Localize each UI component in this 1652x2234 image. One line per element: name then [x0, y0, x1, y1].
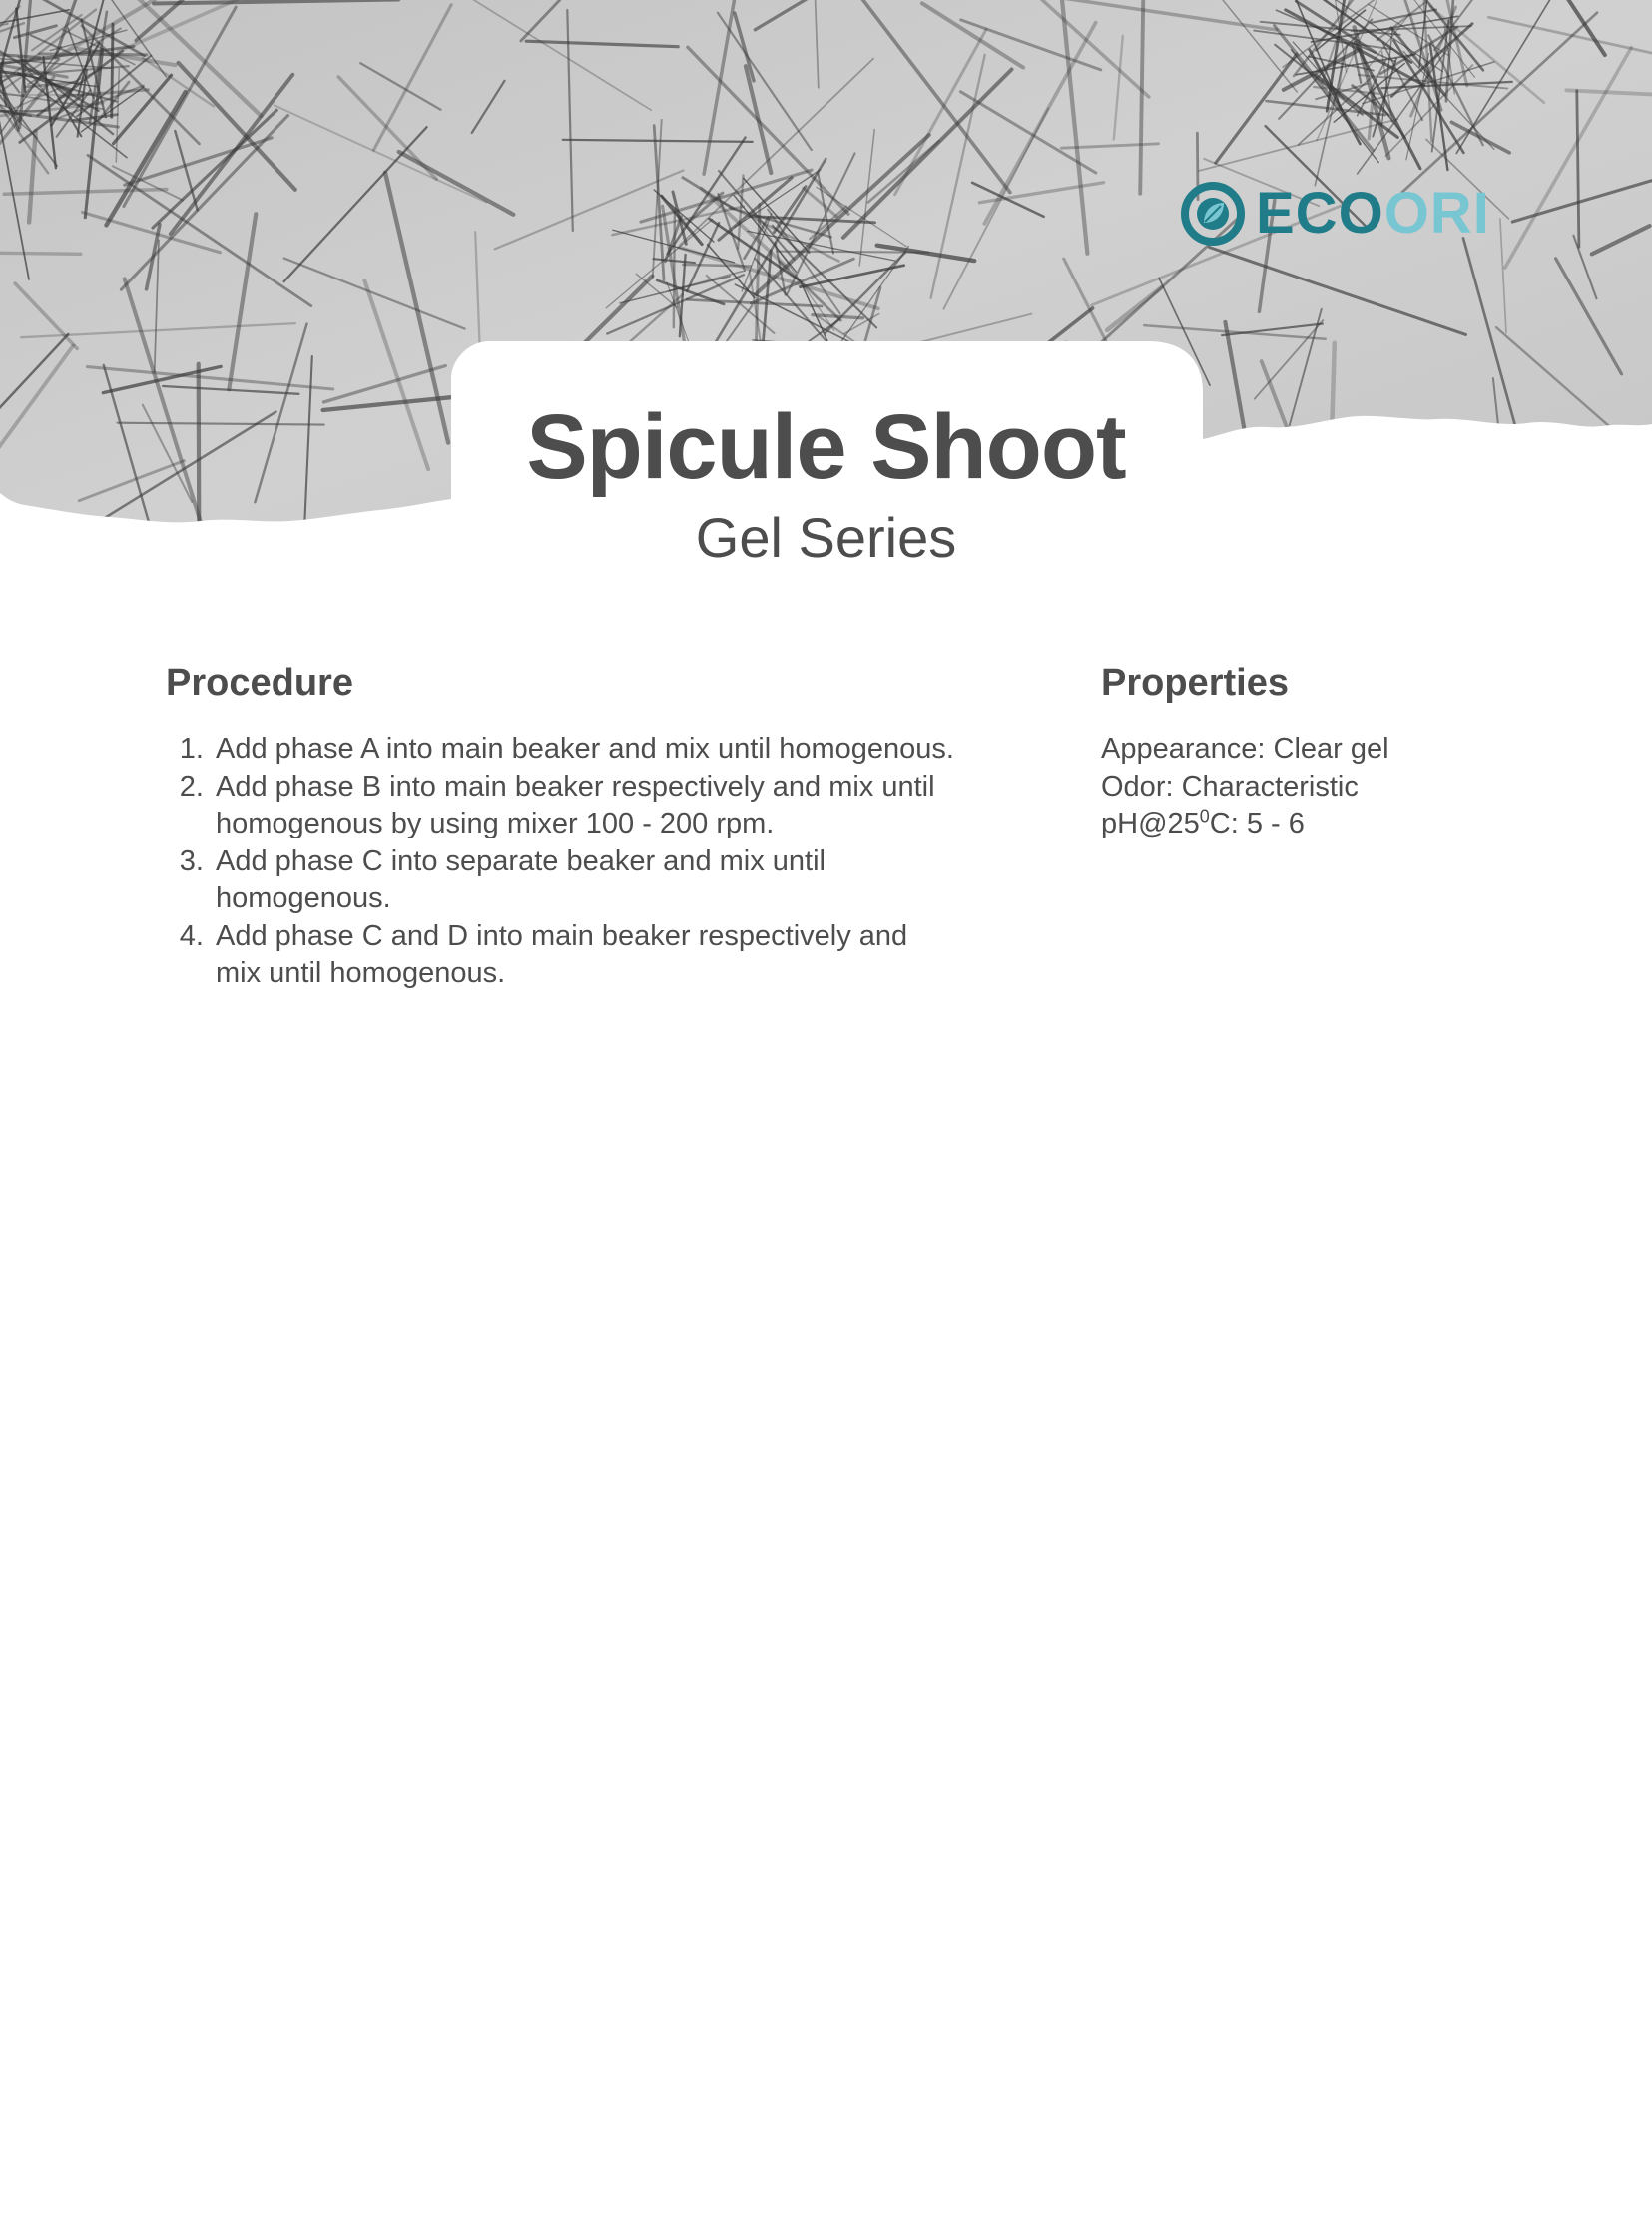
logo-wordmark [1256, 181, 1490, 246]
properties-heading: Properties [1101, 662, 1289, 704]
procedure-step: 1. Add phase A into main beaker and mix until homogenous. [212, 731, 954, 769]
page-title: Spicule Shoot [526, 396, 1126, 498]
property-ph [1101, 806, 1580, 843]
property-appearance: Appearance: Clear gel [1101, 733, 1389, 765]
procedure-step: 3. Add phase C into separate beaker and mix until homogenous. [212, 843, 954, 918]
ecoori-logo [1180, 178, 1490, 250]
logo-text-secondary: ORI [1383, 181, 1490, 246]
leaf-circle-icon [1180, 181, 1246, 247]
procedure-heading: Procedure [166, 662, 353, 704]
property-ph-prefix: pH@25 [1101, 808, 1200, 839]
page-subtitle: Gel Series [695, 506, 957, 569]
procedure-list [166, 731, 954, 993]
procedure-step: 4. Add phase C and D into main beaker respectively and mix until homogenous. [212, 918, 954, 993]
property-ph-superscript: 0 [1199, 806, 1210, 827]
procedure-step: 2. Add phase B into main beaker respectively and mix until homogenous by using mixer 100 - 200 rpm. [212, 769, 954, 843]
property-odor: Odor: Characteristic [1101, 770, 1359, 803]
logo-text-primary: ECO [1256, 181, 1384, 246]
property-ph-suffix: C: 5 - 6 [1209, 808, 1305, 839]
properties-list [1101, 731, 1580, 843]
